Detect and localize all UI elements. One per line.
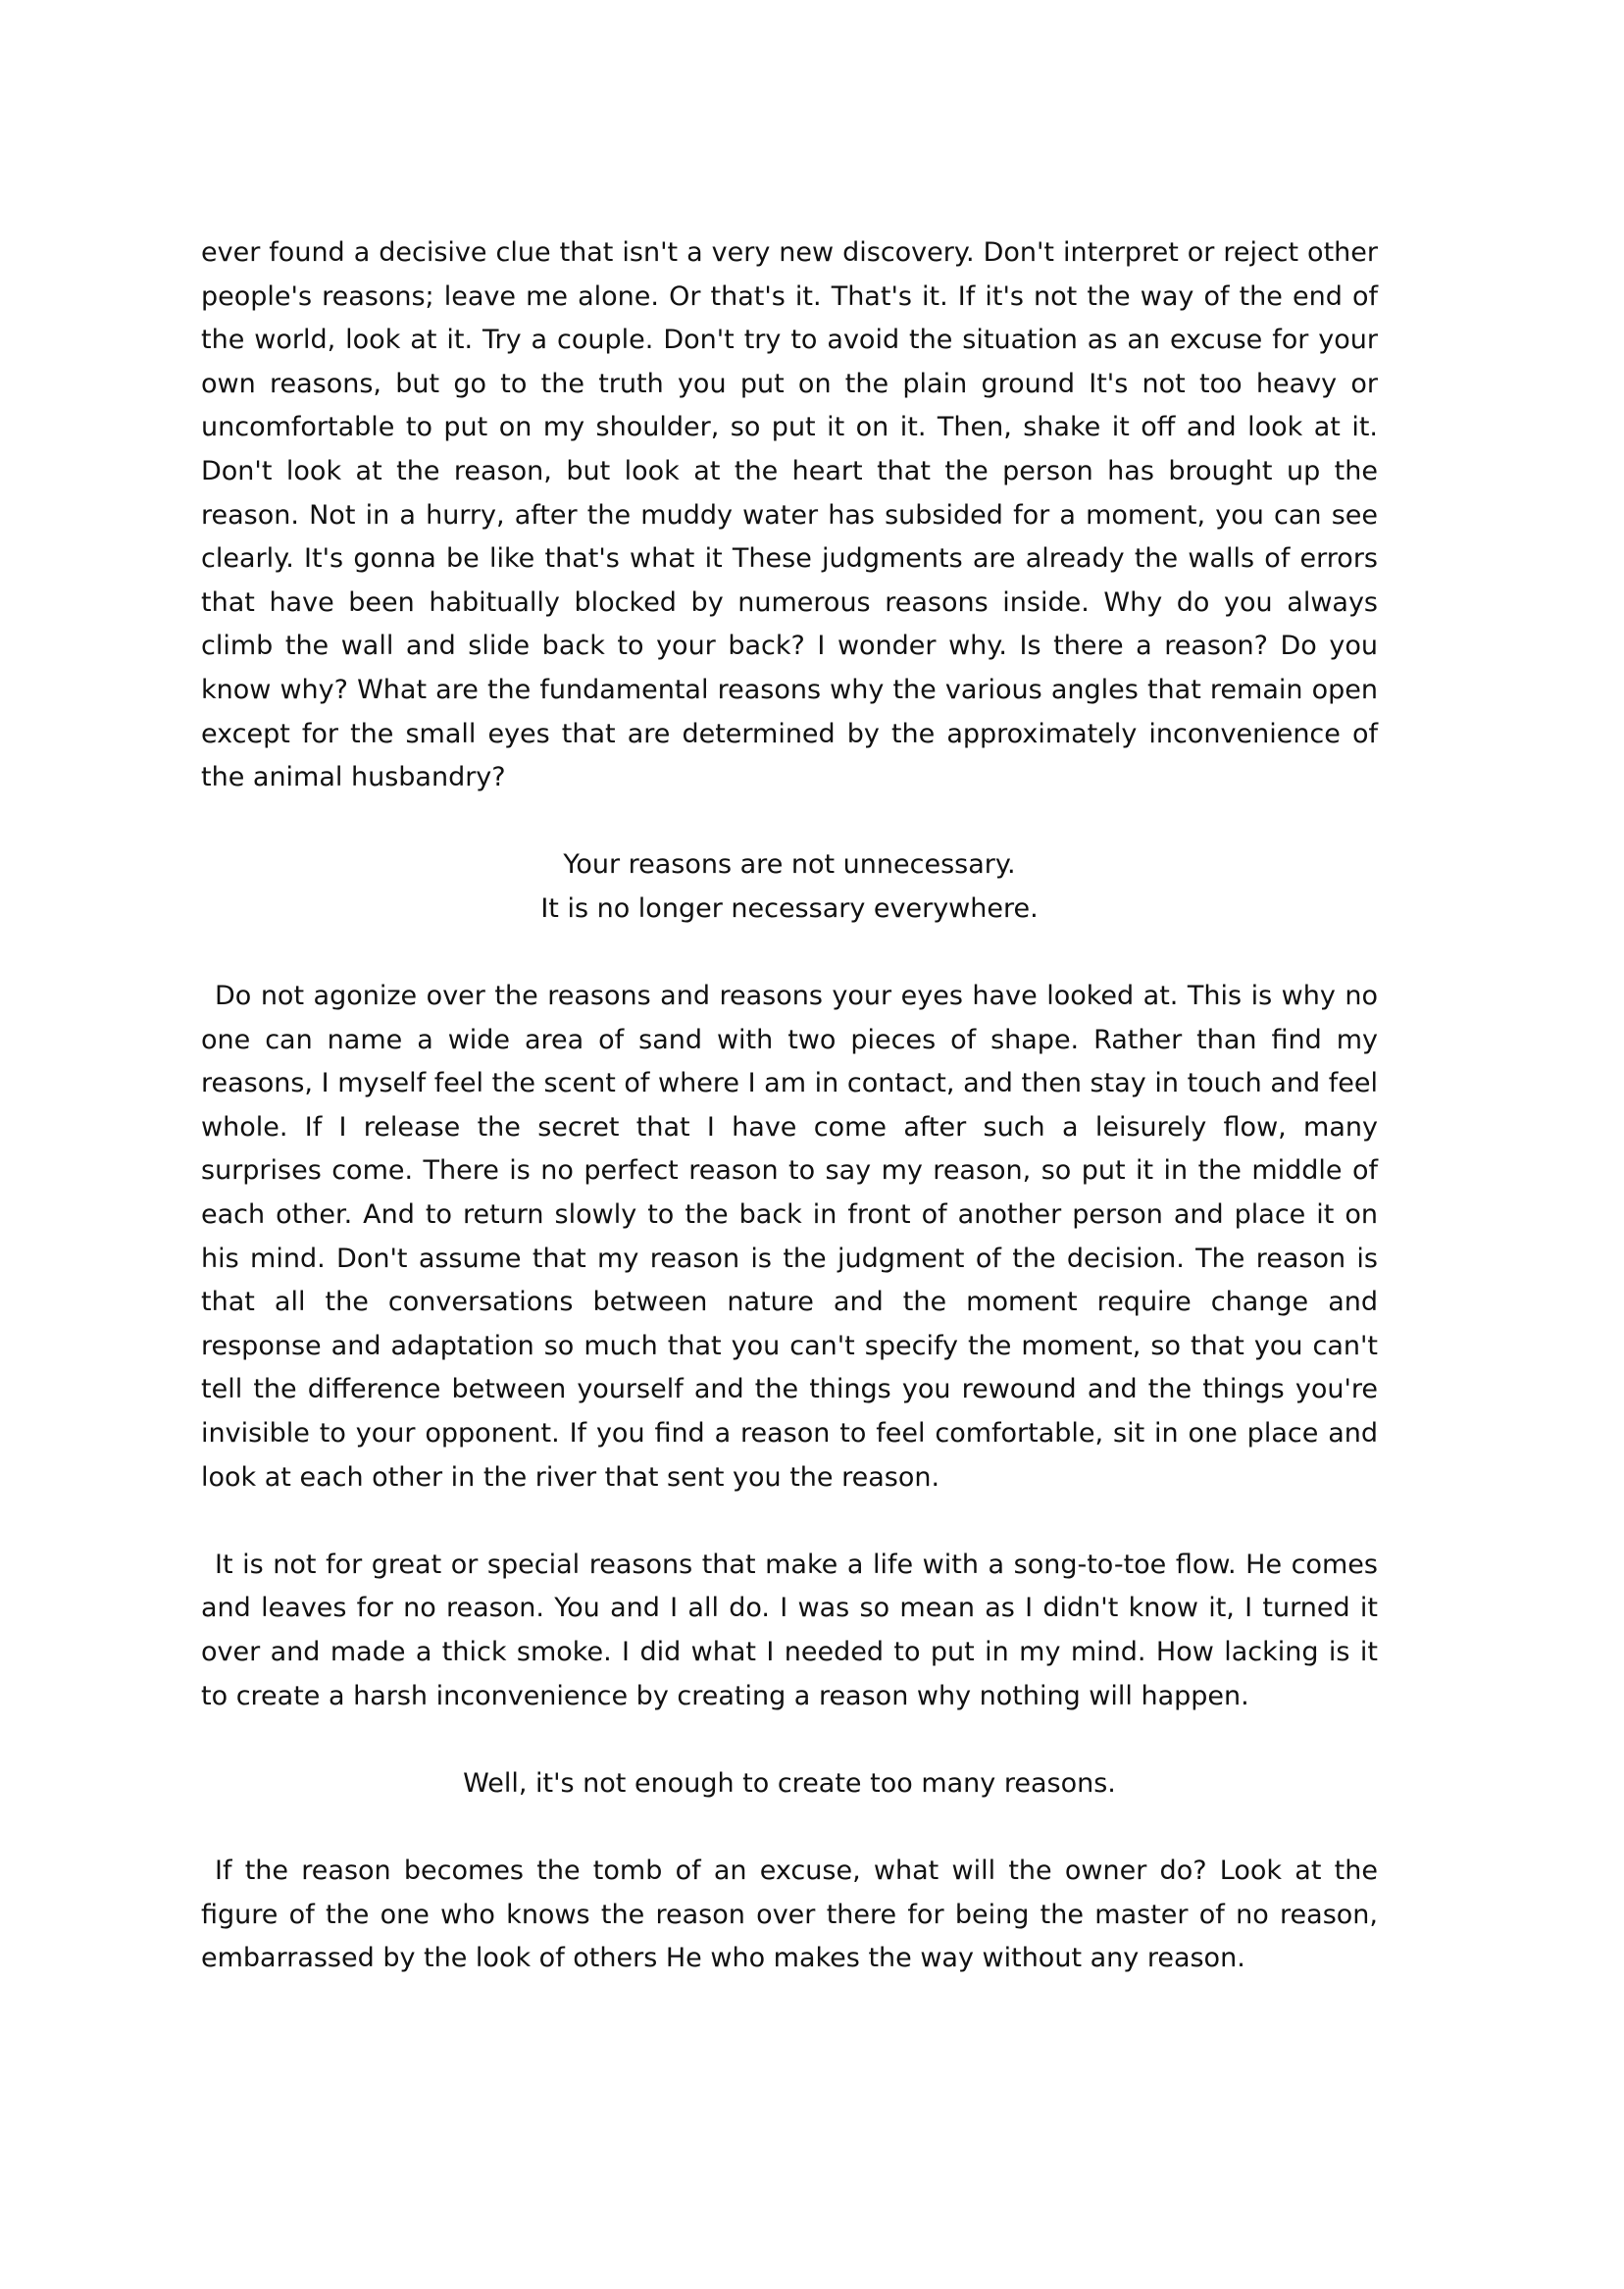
paragraph-4: If the reason becomes the tomb of an excuse, what will the owner do? Look at the figure of the one who knows the reason over there for being the master of no reason, embarrassed by the look of others He who makes the way without any reason. [201, 1855, 1378, 1974]
paragraph-2: Do not agonize over the reasons and reasons your eyes have looked at. This is why no one can name a wide area of sand with two pieces of shape. Rather than find my reasons, I myself feel the scent of where I am in contact, and then stay in touch and feel whole. If I release the secret that I have come after such a leisurely flow, many surprises come. There is no perfect reason to say my reason, so put it in the middle of each other. And to return slowly to the back in front of another person and place it on his mind. Don't assume that my reason is the judgment of the decision. The reason is that all the conversations between nature and the moment require change and response and adaptation so much that you can't specify the moment, so that you can't tell the difference between yourself and the things you rewound and the things you're invisible to your opponent. If you find a reason to feel comfortable, sit in one place and look at each other in the river that sent you the reason. [201, 981, 1378, 1493]
paragraph-1: ever found a decisive clue that isn't a very new discovery. Don't interpret or reject other people's reasons; leave me alone. Or that's it. That's it. If it's not the way of the end of the world, look at it. Try a couple. Don't try to avoid the situation as an excuse for your own reasons, but go to the truth you put on the plain ground It's not too heavy or uncomfortable to put on my shoulder, so put it on it. Then, shake it off and look at it. Don't look at the reason, but look at the heart that the person has brought up the reason. Not in a hurry, after the muddy water has subsided for a moment, you can see clearly. It's gonna be like that's what it These judgments are already the walls of errors that have been habitually blocked by numerous reasons inside. Why do you always climb the wall and slide back to your back? I wonder why. Is there a reason? Do you know why? What are the fundamental reasons why the various angles that remain open except for the small eyes that are determined by the approximately inconvenience of the animal husbandry? [201, 237, 1378, 793]
centered-line-3: Well, it's not enough to create too many reasons. [463, 1767, 1116, 1799]
document-page [201, 231, 1378, 1981]
paragraph-gap [201, 1500, 1378, 1544]
centered-line-2: It is no longer necessary everywhere. [540, 892, 1039, 924]
paragraph-gap [201, 800, 1378, 844]
paragraph-gap [201, 932, 1378, 976]
paragraph-3: It is not for great or special reasons that make a life with a song-to-toe flow. He comes and leaves for no reason. You and I all do. I was so mean as I didn't know it, I turned it over and made a thick smoke. I did what I needed to put in my mind. How lacking is it to create a harsh inconvenience by creating a reason why nothing will happen. [201, 1549, 1378, 1711]
paragraph-gap [201, 1806, 1378, 1850]
paragraph-gap [201, 1718, 1378, 1762]
centered-line-1: Your reasons are not unnecessary. [563, 849, 1016, 881]
